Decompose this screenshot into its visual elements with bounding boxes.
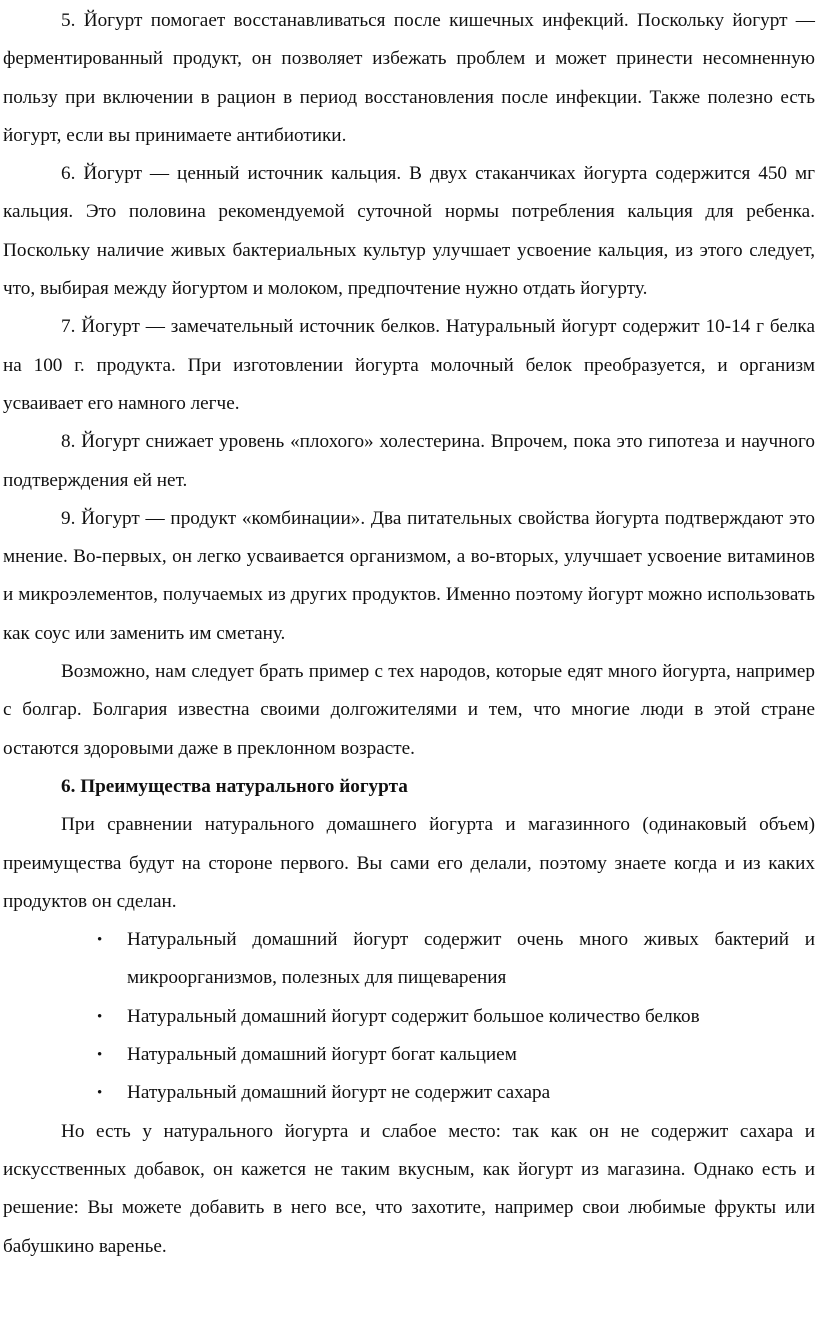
paragraph-benefit-7: 7. Йогурт — замечательный источник белков. Натуральный йогурт содержит 10-14 г белка на 100 г. продукта. При изготовлении йогурта молочный белок преобразуется, и организм усваивает его намного легче.: [3, 316, 815, 414]
list-item-text: Натуральный домашний йогурт содержит большое количество белков: [127, 1005, 700, 1027]
paragraph-benefit-8: 8. Йогурт снижает уровень «плохого» холестерина. Впрочем, пока это гипотеза и научного подтверждения ей нет.: [3, 431, 815, 491]
list-item: [97, 998, 815, 1036]
paragraph-benefit-9: 9. Йогурт — продукт «комбинации». Два питательных свойства йогурта подтверждают это мнение. Во-первых, он легко усваивается организмом, а во-вторых, улучшает усвоение витаминов и микроэлементов, получаемых из других продуктов. Именно поэтому йогурт можно использовать как соус или заменить им сметану.: [3, 507, 815, 644]
section-heading: 6. Преимущества натурального йогурта: [61, 775, 408, 797]
list-item: [97, 921, 815, 998]
list-item-text: Натуральный домашний йогурт содержит очень много живых бактерий и микроорганизмов, полезных для пищеварения: [127, 929, 815, 989]
bullet-icon: •: [97, 1047, 103, 1064]
paragraph-benefit-6: 6. Йогурт — ценный источник кальция. В двух стаканчиках йогурта содержится 450 мг кальция. Это половина рекомендуемой суточной нормы потребления кальция для ребенка. Поскольку наличие живых бактериальных культур улучшает усвоение кальция, из этого следует, что, выбирая между йогуртом и молоком, предпочтение нужно отдать йогурту.: [3, 163, 815, 300]
bullet-icon: •: [97, 932, 103, 949]
bullet-icon: •: [97, 1008, 103, 1025]
list-item-text: Натуральный домашний йогурт не содержит сахара: [127, 1082, 551, 1104]
list-item: [97, 1074, 815, 1112]
list-item: [97, 1036, 815, 1074]
list-item-text: Натуральный домашний йогурт богат кальцием: [127, 1044, 517, 1066]
closing-paragraph: Но есть у натурального йогурта и слабое место: так как он не содержит сахара и искусственных добавок, он кажется не таким вкусным, как йогурт из магазина. Однако есть и решение: Вы можете добавить в него все, что захотите, например свои любимые фрукты или бабушкино варенье.: [3, 1120, 815, 1257]
paragraph-benefit-5: 5. Йогурт помогает восстанавливаться после кишечных инфекций. Поскольку йогурт — ферментированный продукт, он позволяет избежать проблем и может принести несомненную пользу при включении в рацион в период восстановления после инфекции. Также полезно есть йогурт, если вы принимаете антибиотики.: [3, 10, 815, 146]
benefits-list: [3, 921, 815, 1112]
intro-paragraph: При сравнении натурального домашнего йогурта и магазинного (одинаковый объем) преимущества будут на стороне первого. Вы сами его делали, поэтому знаете когда и из каких продуктов он сделан.: [3, 814, 815, 912]
document-body: [3, 2, 815, 1266]
paragraph-bulgaria: Возможно, нам следует брать пример с тех народов, которые едят много йогурта, например с болгар. Болгария известна своими долгожителями и тем, что многие люди в этой стране остаются здоровыми даже в преклонном возрасте.: [3, 661, 815, 759]
bullet-icon: •: [97, 1085, 103, 1102]
